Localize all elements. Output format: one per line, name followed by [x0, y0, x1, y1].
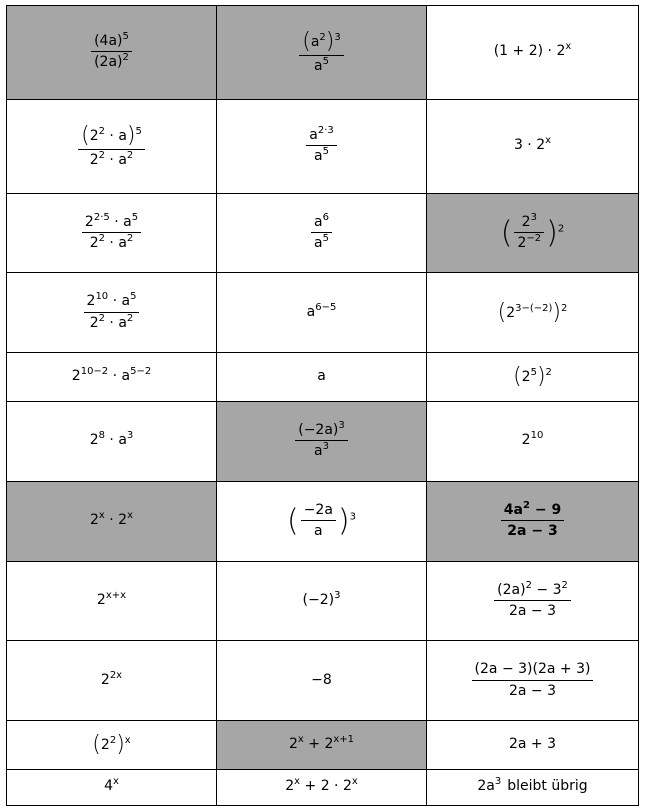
- cell-r9-c2: −8: [217, 641, 427, 721]
- cell-r11-c3: $2a^3$ bleibt übrig: [427, 769, 639, 805]
- cell-r9-c1: $2^{2x}$: [7, 641, 217, 721]
- table-row: [7, 481, 639, 561]
- cell-r2-c1: $\frac{(2^2 \cdot a)^5}{2^2 \cdot a^2}$: [7, 99, 217, 193]
- table-row: [7, 721, 639, 770]
- cell-r8-c1: $2^{x+x}$: [7, 561, 217, 641]
- cell-r7-c1: $2^x \cdot 2^x$: [7, 481, 217, 561]
- table-row: [7, 401, 639, 481]
- cell-r10-c1: $(2^2)^x$: [7, 721, 217, 770]
- cell-r2-c2: $\frac{a^{2\cdot 3}}{a^5}$: [217, 99, 427, 193]
- cell-r6-c1: $2^8 \cdot a^3$: [7, 401, 217, 481]
- table-row: [7, 99, 639, 193]
- cell-r5-c2: a: [217, 353, 427, 402]
- cell-r1-c3: $(1 + 2) \cdot 2^x$: [427, 6, 639, 100]
- cell-r1-c2: $\frac{(a^2)^3}{a^5}$: [217, 6, 427, 100]
- table-row: [7, 193, 639, 273]
- cell-r3-c3: ( $\frac{2^3}{2^{-2}}$ )$^2$: [427, 193, 639, 273]
- cell-r7-c2: ( $\frac{-2a}{a}$ )$^3$: [217, 481, 427, 561]
- cell-r10-c3: 2a + 3: [427, 721, 639, 770]
- cell-r3-c1: $\frac{2^{2\cdot 5} \cdot a^5}{2^2 \cdot a^2}$: [7, 193, 217, 273]
- cell-r4-c3: $(2^{3-(-2)})^2$: [427, 273, 639, 353]
- table-row: [7, 641, 639, 721]
- cell-r11-c2: $2^x + 2 \cdot 2^x$: [217, 769, 427, 805]
- table-row: [7, 561, 639, 641]
- table-row: [7, 273, 639, 353]
- exercise-table: [6, 5, 639, 806]
- cell-r4-c1: $\frac{2^{10} \cdot a^5}{2^2 \cdot a^2}$: [7, 273, 217, 353]
- cell-r1-c1: $\frac{(4a)^5}{(2a)^2}$: [7, 6, 217, 100]
- table-row: [7, 6, 639, 100]
- cell-r8-c2: $(-2)^3$: [217, 561, 427, 641]
- cell-r2-c3: $3 \cdot 2^x$: [427, 99, 639, 193]
- cell-r8-c3: $\frac{(2a)^2 - 3^2}{2a - 3}$: [427, 561, 639, 641]
- cell-r9-c3: $\frac{(2a - 3)(2a + 3)}{2a - 3}$: [427, 641, 639, 721]
- cell-r10-c2: $2^x + 2^{x+1}$: [217, 721, 427, 770]
- cell-r6-c2: $\frac{(-2a)^3}{a^3}$: [217, 401, 427, 481]
- cell-r7-c3: $\frac{4a^2 - 9}{2a - 3}$: [427, 481, 639, 561]
- table-row: [7, 353, 639, 402]
- cell-text: (1 + 2) · 2: [493, 43, 566, 60]
- table-row: [7, 769, 639, 805]
- cell-r3-c2: $\frac{a^6}{a^5}$: [217, 193, 427, 273]
- cell-r4-c2: $a^{6-5}$: [217, 273, 427, 353]
- cell-r11-c1: 4$^x$: [7, 769, 217, 805]
- cell-r6-c3: $2^{10}$: [427, 401, 639, 481]
- cell-r5-c1: $2^{10-2} \cdot a^{5-2}$: [7, 353, 217, 402]
- cell-r5-c3: $(2^5)^2$: [427, 353, 639, 402]
